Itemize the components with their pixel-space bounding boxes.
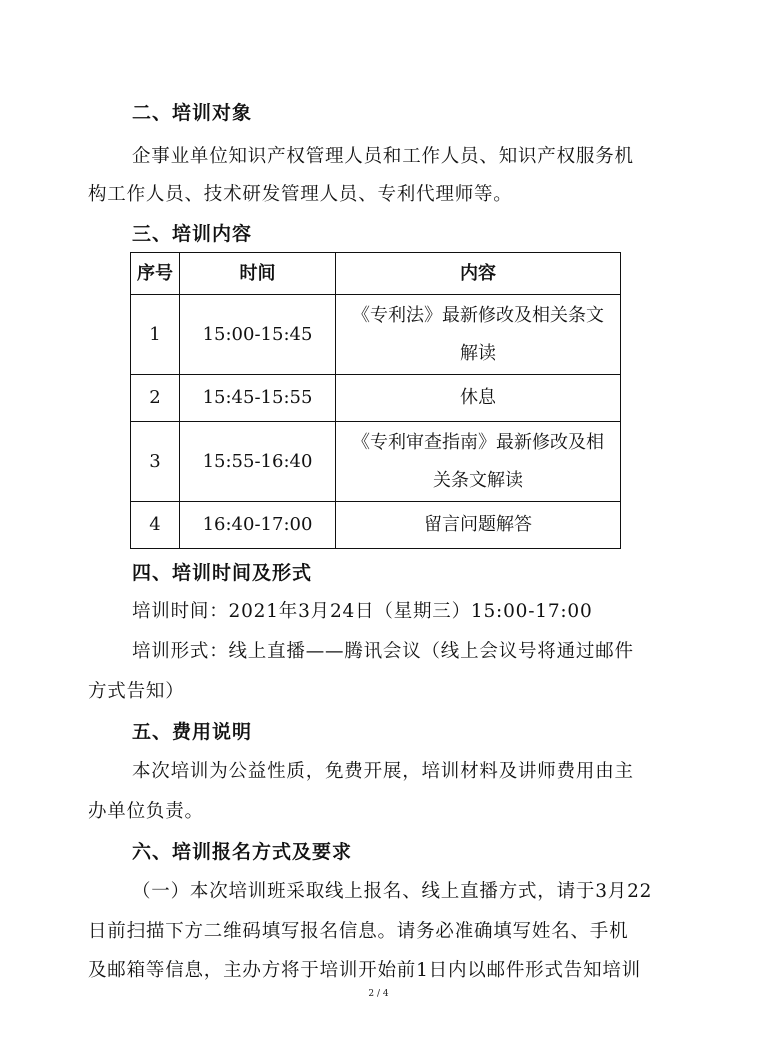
row-time: 15:55-16:40 bbox=[180, 422, 336, 502]
row-no: 2 bbox=[131, 375, 180, 422]
table-row bbox=[131, 502, 621, 549]
header-time: 时间 bbox=[180, 253, 336, 295]
section-6-title: 六、培训报名方式及要求 bbox=[132, 841, 353, 863]
page-number: 2 / 4 bbox=[368, 989, 389, 999]
section-2-text-line-1: 企事业单位知识产权管理人员和工作人员、知识产权服务机 bbox=[132, 146, 634, 167]
section-5-text-line-2: 办单位负责。 bbox=[88, 801, 204, 822]
section-4-text-line-3: 方式告知） bbox=[88, 681, 185, 702]
row-content-line-2: 关条文解读 bbox=[433, 469, 523, 491]
row-time: 16:40-17:00 bbox=[180, 502, 336, 549]
row-time: 15:45-15:55 bbox=[180, 375, 336, 422]
schedule-table bbox=[130, 252, 621, 549]
row-content-line-1: 《专利审查指南》最新修改及相 bbox=[352, 431, 604, 453]
table-header-row bbox=[131, 253, 621, 295]
header-content: 内容 bbox=[336, 253, 621, 295]
section-4-title: 四、培训时间及形式 bbox=[132, 562, 313, 584]
section-4-text-line-2: 培训形式：线上直播——腾讯会议（线上会议号将通过邮件 bbox=[132, 641, 634, 662]
row-content bbox=[336, 295, 621, 375]
section-6-text-line-2: 日前扫描下方二维码填写报名信息。请务必准确填写姓名、手机 bbox=[88, 921, 629, 942]
section-5-title: 五、费用说明 bbox=[132, 721, 253, 743]
row-content-line-1: 《专利法》最新修改及相关条文 bbox=[352, 304, 604, 326]
table-row bbox=[131, 295, 621, 375]
section-2-title: 二、培训对象 bbox=[132, 102, 253, 124]
section-3-title: 三、培训内容 bbox=[132, 223, 253, 245]
row-content-line-2: 解读 bbox=[460, 342, 496, 364]
row-no: 1 bbox=[131, 295, 180, 375]
header-no: 序号 bbox=[131, 253, 180, 295]
row-content: 休息 bbox=[336, 375, 621, 422]
section-6-text-line-3: 及邮箱等信息，主办方将于培训开始前1日内以邮件形式告知培训 bbox=[88, 960, 641, 981]
row-content bbox=[336, 422, 621, 502]
section-4-text-line-1: 培训时间：2021年3月24日（星期三）15:00-17:00 bbox=[132, 601, 593, 622]
row-content: 留言问题解答 bbox=[336, 502, 621, 549]
section-6-text-line-1: （一）本次培训班采取线上报名、线上直播方式，请于3月22 bbox=[132, 881, 653, 902]
table-row bbox=[131, 422, 621, 502]
row-time: 15:00-15:45 bbox=[180, 295, 336, 375]
row-no: 3 bbox=[131, 422, 180, 502]
section-2-text-line-2: 构工作人员、技术研发管理人员、专利代理师等。 bbox=[88, 184, 513, 205]
row-no: 4 bbox=[131, 502, 180, 549]
table-row bbox=[131, 375, 621, 422]
section-5-text-line-1: 本次培训为公益性质，免费开展，培训材料及讲师费用由主 bbox=[132, 761, 634, 782]
